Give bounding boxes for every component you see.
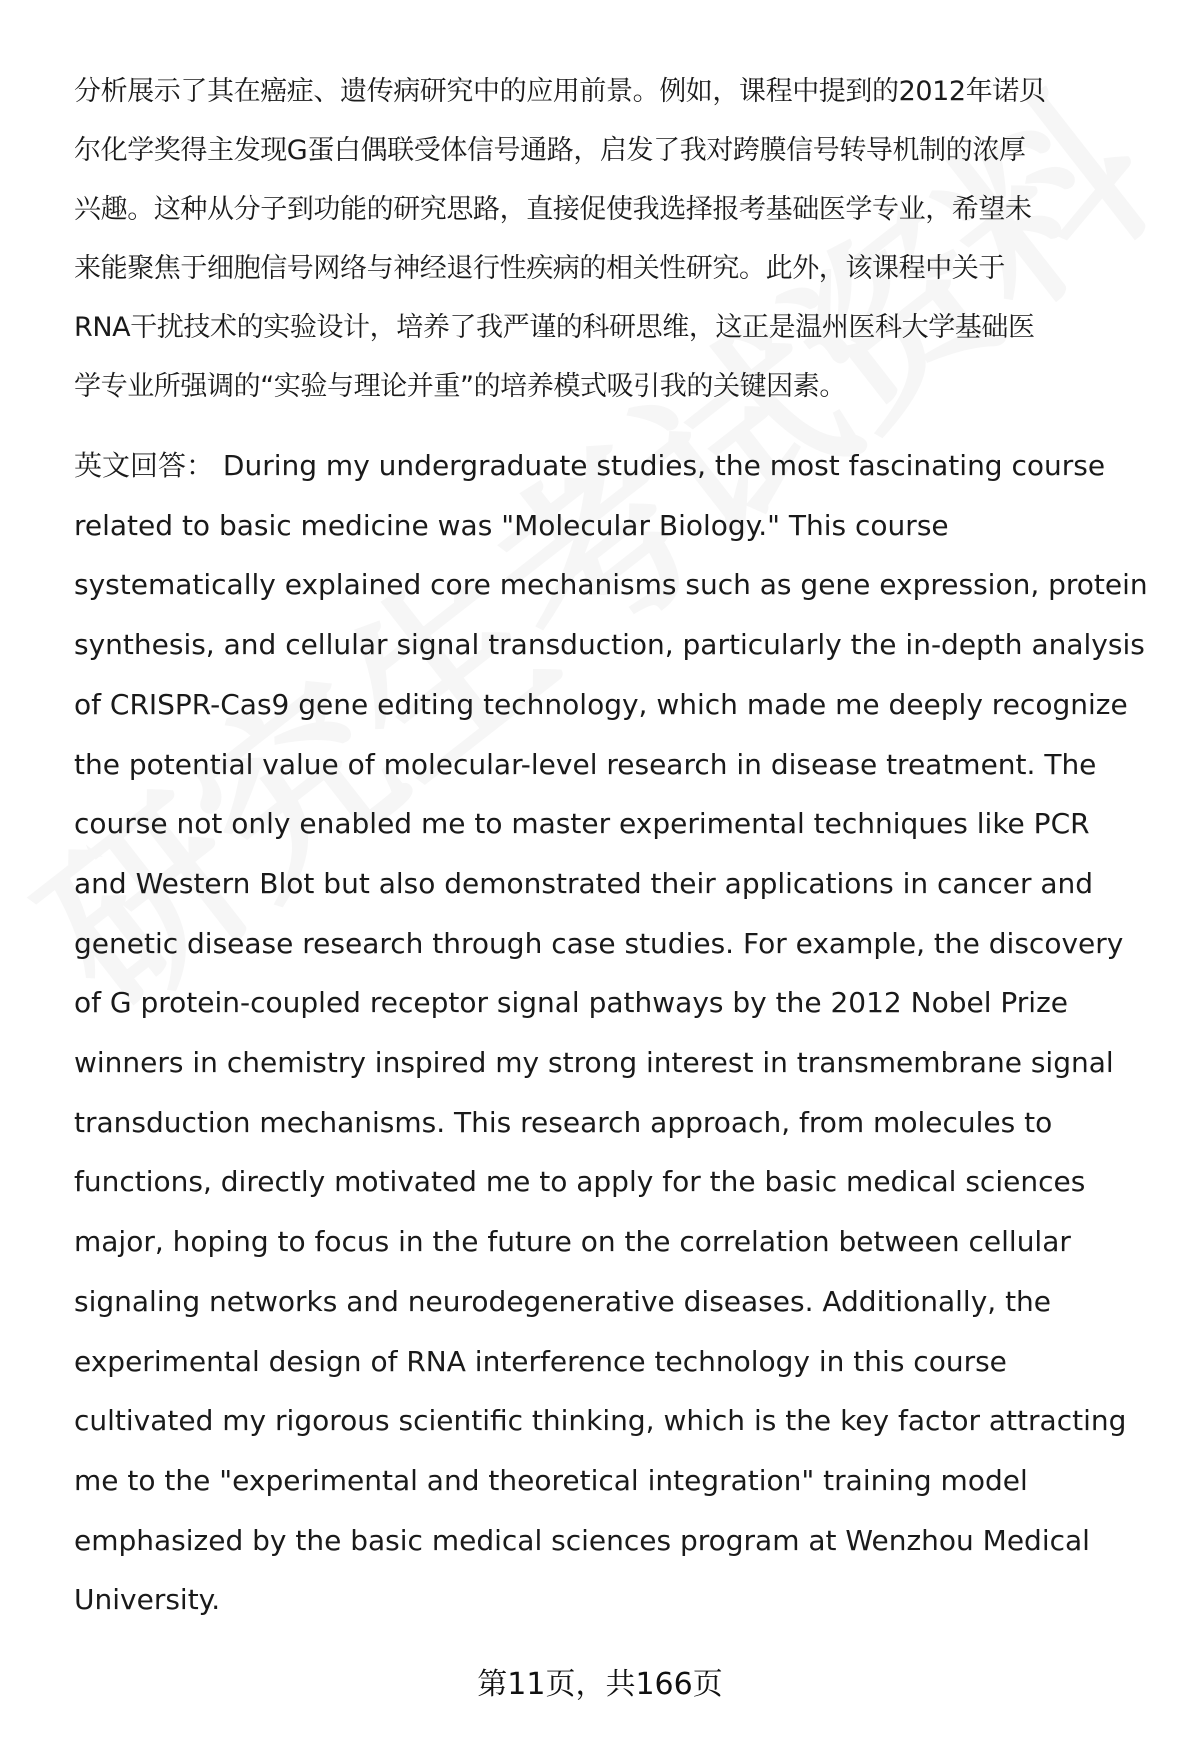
- english-line: the potential value of molecular-level research in disease treatment. The: [74, 747, 1097, 781]
- english-line: cultivated my rigorous scientific thinking, which is the key factor attracting: [74, 1404, 1127, 1438]
- english-line: of CRISPR-Cas9 gene editing technology, which made me deeply recognize: [74, 687, 1128, 721]
- english-line: University.: [74, 1583, 221, 1617]
- chinese-line: 尔化学奖得主发现G蛋白偶联受体信号通路，启发了我对跨膜信号转导机制的浓厚: [74, 135, 1026, 166]
- english-line: related to basic medicine was "Molecular Biology." This course: [74, 508, 949, 542]
- english-line: course not only enabled me to master experimental techniques like PCR: [74, 807, 1090, 841]
- english-line: systematically explained core mechanisms such as gene expression, protein: [74, 568, 1148, 602]
- english-line: of G protein-coupled receptor signal pathways by the 2012 Nobel Prize: [74, 986, 1068, 1020]
- chinese-line: 学专业所强调的“实验与理论并重”的培养模式吸引我的关键因素。: [74, 371, 846, 402]
- english-answer-label: 英文回答：: [74, 449, 215, 482]
- english-first-line: [74, 436, 1154, 496]
- chinese-line: 兴趣。这种从分子到功能的研究思路，直接促使我选择报考基础医学专业，希望未: [74, 194, 1032, 225]
- chinese-line: RNA干扰技术的实验设计，培养了我严谨的科研思维，这正是温州医科大学基础医: [74, 312, 1035, 343]
- page-content: [74, 62, 1154, 1630]
- english-line: signaling networks and neurodegenerative diseases. Additionally, the: [74, 1284, 1052, 1318]
- chinese-paragraph: [74, 62, 1154, 416]
- english-line: major, hoping to focus in the future on the correlation between cellular: [74, 1225, 1071, 1259]
- english-line: winners in chemistry inspired my strong interest in transmembrane signal: [74, 1046, 1114, 1080]
- english-line: During my undergraduate studies, the most fascinating course: [214, 449, 1106, 482]
- english-line: genetic disease research through case studies. For example, the discovery: [74, 926, 1124, 960]
- english-line: experimental design of RNA interference technology in this course: [74, 1344, 1007, 1378]
- english-line: functions, directly motivated me to apply for the basic medical sciences: [74, 1165, 1086, 1199]
- english-line: and Western Blot but also demonstrated their applications in cancer and: [74, 866, 1094, 900]
- english-line: synthesis, and cellular signal transduction, particularly the in-depth analysis: [74, 628, 1145, 662]
- english-line: transduction mechanisms. This research approach, from molecules to: [74, 1105, 1053, 1139]
- english-answer-paragraph: [74, 436, 1154, 1630]
- page-number-footer: 第11页，共166页: [477, 1667, 723, 1702]
- chinese-line: 分析展示了其在癌症、遗传病研究中的应用前景。例如，课程中提到的2012年诺贝: [74, 76, 1046, 107]
- chinese-line: 来能聚焦于细胞信号网络与神经退行性疾病的相关性研究。此外，该课程中关于: [74, 253, 1005, 284]
- english-line: emphasized by the basic medical sciences program at Wenzhou Medical: [74, 1523, 1090, 1557]
- english-line: me to the "experimental and theoretical integration" training model: [74, 1463, 1028, 1497]
